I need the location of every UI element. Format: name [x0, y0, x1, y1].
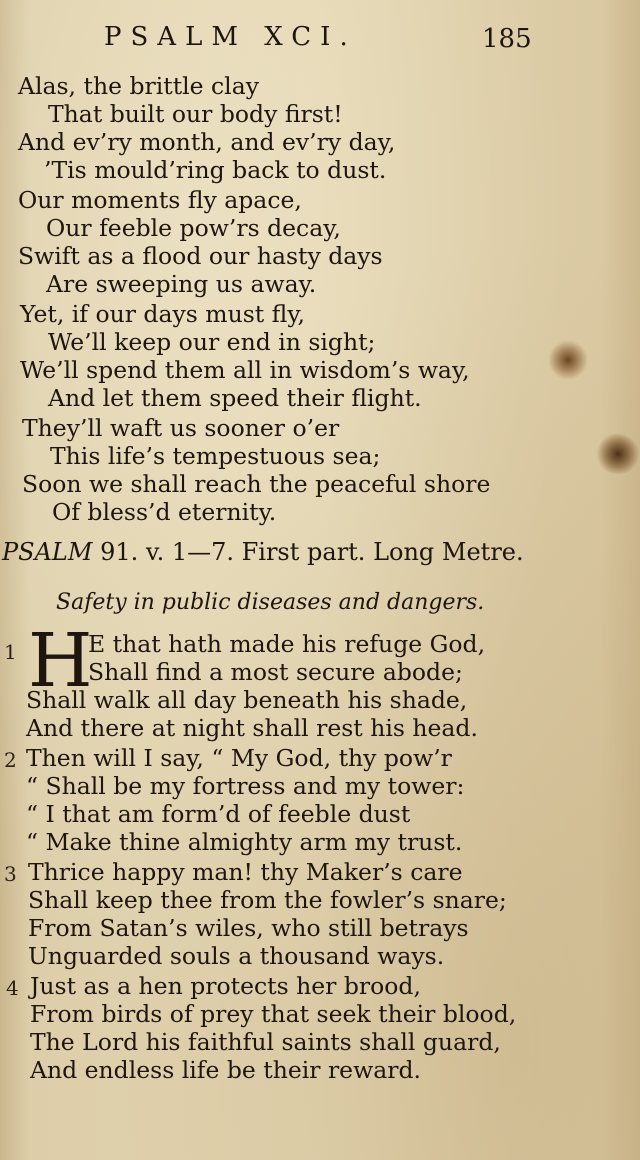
hymn-line: Our feeble pow’rs decay,: [46, 214, 341, 242]
hymn-line: And endless life be their reward.: [30, 1056, 421, 1084]
hymn-line: Unguarded souls a thousand ways.: [28, 942, 445, 970]
psalm-heading-detail: 91. v. 1—7. First part. Long Metre.: [92, 538, 524, 566]
hymn-line: We’ll spend them all in wisdom’s way,: [20, 356, 470, 384]
hymn-line: From birds of prey that seek their blood,: [30, 1000, 517, 1028]
hymn-line: The Lord his faithful saints shall guard,: [30, 1028, 501, 1056]
hymn-line: We’ll keep our end in sight;: [48, 328, 376, 356]
verse-number: 3: [4, 862, 17, 886]
hymn-line: That built our body first!: [48, 100, 343, 128]
psalm-heading-label: PSALM: [2, 538, 93, 566]
hymn-line: “ I that am form’d of feeble dust: [26, 800, 411, 828]
hymn-line: And let them speed their flight.: [48, 384, 422, 412]
verse-number: 1: [4, 640, 17, 664]
drop-cap: H: [28, 618, 93, 704]
hymn-line: And ev’ry month, and ev’ry day,: [18, 128, 396, 156]
hymn-line: ’Tis mould’ring back to dust.: [44, 156, 387, 184]
hymn-line: Thrice happy man! thy Maker’s care: [28, 858, 463, 886]
hymn-line: Yet, if our days must fly,: [20, 300, 305, 328]
hymn-subtitle: Safety in public diseases and dangers.: [56, 590, 485, 615]
hymn-line: Then will I say, “ My God, thy pow’r: [26, 744, 452, 772]
hymn-line: Swift as a flood our hasty days: [18, 242, 383, 270]
hymn-line: “ Make thine almighty arm my trust.: [26, 828, 463, 856]
hymn-line: Alas, the brittle clay: [18, 72, 259, 100]
hymn-line: Shall find a most secure abode;: [88, 658, 463, 686]
hymn-line: Shall keep thee from the fowler’s snare;: [28, 886, 507, 914]
hymn-line: Just as a hen protects her brood,: [30, 972, 421, 1000]
hymn-line: Of bless’d eternity.: [52, 498, 277, 526]
hymn-line: “ Shall be my fortress and my tower:: [26, 772, 465, 800]
foxing-stain: [548, 340, 588, 380]
hymn-line: Are sweeping us away.: [46, 270, 317, 298]
verse-number: 4: [6, 976, 19, 1000]
foxing-stain: [596, 434, 640, 474]
hymn-line: From Satan’s wiles, who still betrays: [28, 914, 469, 942]
hymn-line: This life’s tempestuous sea;: [50, 442, 381, 470]
psalm-heading: [2, 538, 524, 566]
page-header: [0, 22, 640, 62]
hymn-line: Soon we shall reach the peaceful shore: [22, 470, 491, 498]
hymn-line: E that hath made his refuge God,: [88, 630, 486, 658]
hymn-line: They’ll waft us sooner o’er: [22, 414, 340, 442]
hymn-line: Our moments fly apace,: [18, 186, 302, 214]
page-number: 185: [482, 24, 532, 54]
hymn-line: Shall walk all day beneath his shade,: [26, 686, 468, 714]
running-head: PSALM XCI.: [104, 22, 357, 52]
verse-number: 2: [4, 748, 17, 772]
hymn-line: And there at night shall rest his head.: [26, 714, 478, 742]
